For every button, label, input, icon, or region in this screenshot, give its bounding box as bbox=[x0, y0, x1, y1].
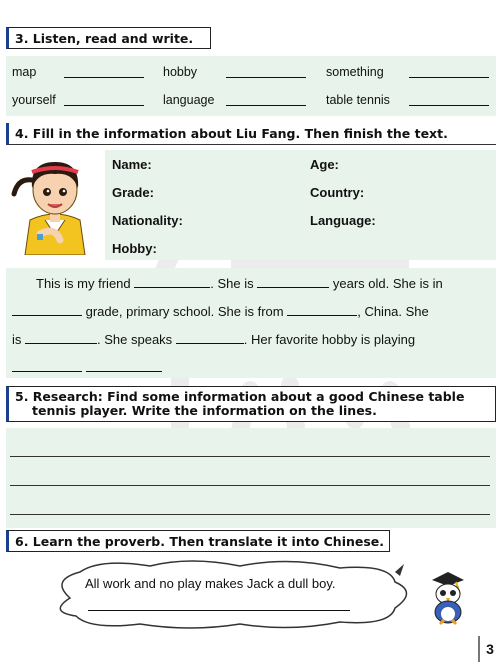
text-segment: is bbox=[12, 332, 22, 347]
text-segment: . She is bbox=[210, 276, 254, 291]
label-age: Age: bbox=[310, 157, 339, 172]
section-6-header bbox=[6, 530, 390, 552]
label-country: Country: bbox=[310, 185, 365, 200]
section-4-title: 4. Fill in the information about Liu Fang. Then finish the text. bbox=[15, 126, 448, 141]
word-item: something bbox=[326, 65, 384, 79]
text-blank[interactable] bbox=[12, 304, 82, 316]
section-5-title-line-2: tennis player. Write the information on the lines. bbox=[32, 403, 377, 418]
section-5-band bbox=[6, 428, 496, 528]
section-5-header bbox=[6, 386, 496, 422]
section-3-header bbox=[6, 27, 211, 49]
section-4-header bbox=[6, 123, 496, 145]
page-number: 3 bbox=[478, 636, 500, 662]
info-band bbox=[105, 150, 496, 260]
text-segment: , China. She bbox=[357, 304, 429, 319]
answer-blank[interactable] bbox=[226, 93, 306, 106]
text-blank[interactable] bbox=[134, 276, 210, 288]
word-item: table tennis bbox=[326, 93, 390, 107]
label-nationality: Nationality: bbox=[112, 213, 183, 228]
label-language: Language: bbox=[310, 213, 376, 228]
text-blank[interactable] bbox=[12, 360, 82, 372]
word-item: yourself bbox=[12, 93, 56, 107]
text-blank[interactable] bbox=[257, 276, 329, 288]
answer-blank[interactable] bbox=[226, 65, 306, 78]
text-segment: . Her favorite hobby is playing bbox=[243, 332, 416, 347]
word-item: language bbox=[163, 93, 215, 107]
owl-mascot-illustration bbox=[426, 570, 470, 626]
text-line-2 bbox=[12, 304, 429, 319]
proverb-cloud bbox=[40, 560, 420, 630]
answer-blank[interactable] bbox=[64, 93, 144, 106]
translation-line[interactable] bbox=[88, 610, 350, 611]
text-segment: years old. She is in bbox=[332, 276, 443, 291]
text-segment: This is my friend bbox=[36, 276, 131, 291]
word-item: map bbox=[12, 65, 37, 79]
text-line-3 bbox=[12, 332, 415, 347]
answer-blank[interactable] bbox=[64, 65, 144, 78]
write-line[interactable] bbox=[10, 485, 490, 486]
text-blank[interactable] bbox=[86, 360, 162, 372]
text-blank[interactable] bbox=[287, 304, 357, 316]
text-segment: grade, primary school. She is from bbox=[85, 304, 284, 319]
proverb-text: All work and no play makes Jack a dull boy. bbox=[85, 576, 336, 591]
liu-fang-illustration bbox=[10, 150, 100, 255]
label-name: Name: bbox=[112, 157, 152, 172]
answer-blank[interactable] bbox=[409, 93, 489, 106]
section-5-title-line-1: 5. Research: Find some information about a good Chinese table bbox=[15, 389, 465, 404]
word-item: hobby bbox=[163, 65, 198, 79]
text-blank[interactable] bbox=[25, 332, 97, 344]
write-line[interactable] bbox=[10, 456, 490, 457]
text-blank[interactable] bbox=[176, 332, 244, 344]
text-segment: . She speaks bbox=[97, 332, 173, 347]
label-hobby: Hobby: bbox=[112, 241, 157, 256]
section-3-title: 3. Listen, read and write. bbox=[15, 31, 194, 46]
label-grade: Grade: bbox=[112, 185, 154, 200]
write-line[interactable] bbox=[10, 514, 490, 515]
text-line-4 bbox=[12, 360, 162, 375]
answer-blank[interactable] bbox=[409, 65, 489, 78]
text-line-1 bbox=[36, 276, 443, 291]
section-6-title: 6. Learn the proverb. Then translate it into Chinese. bbox=[15, 534, 385, 549]
